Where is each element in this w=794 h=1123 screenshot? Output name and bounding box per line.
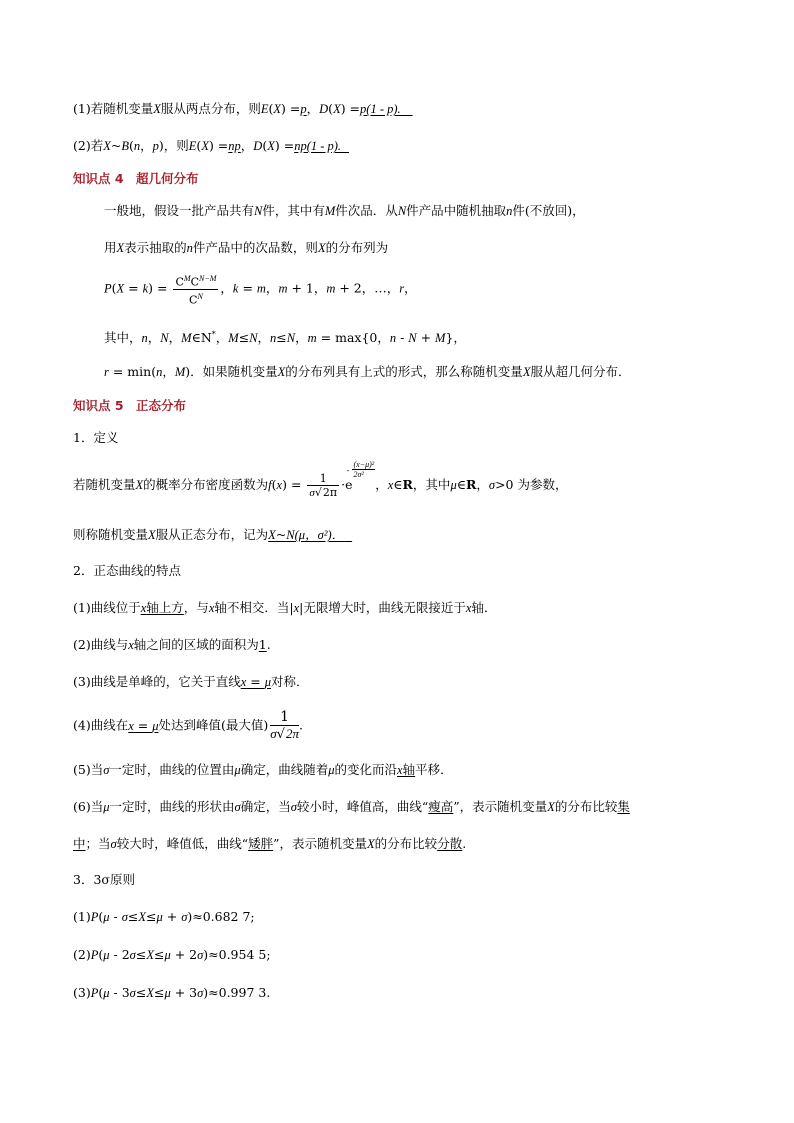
- section-3sigma: 3．3σ原则: [73, 872, 135, 887]
- curve-feature-6-cont: 中；当σ较大时，峰值低，曲线“矮胖”，表示随机变量X的分布比较分散.: [73, 836, 467, 851]
- answer-p: p: [300, 102, 307, 116]
- hypergeom-fraction: $\frac{C^MC^{N-M}}{C^N}$: [175, 274, 217, 307]
- hypergeom-formula: P(X = k) = $\frac{C^MC^{N-M}}{C^N}$ ，k = m，m + 1，m + 2，…，r，: [104, 274, 417, 307]
- density-exponent: - (x−μ)² 2σ²: [346, 460, 375, 479]
- section-curve-features: 2．正态曲线的特点: [73, 563, 181, 578]
- paragraph-hypergeom-1: 一般地，假设一批产品共有N件，其中有M件次品．从N件产品中随机抽取n件(不放回)，: [104, 203, 585, 218]
- answer-np: np: [228, 139, 241, 153]
- rule-3sigma: (3)P(μ - 3σ≤X≤μ + 3σ)≈0.997 3.: [73, 985, 271, 1000]
- answer-np-1-p: np(1 - p).: [294, 139, 342, 153]
- paragraph-hypergeom-3: 其中，n，N，M∈N*，M≤N，n≤N，m = max{0，n - N + M}，: [104, 330, 466, 346]
- binomial-line: (2)若X~B(n，p)，则E(X) =np，D(X) =np(1 - p).: [73, 138, 342, 153]
- rule-2sigma: (2)P(μ - 2σ≤X≤μ + 2σ)≈0.954 5;: [73, 947, 271, 962]
- normal-notation-line: 则称随机变量X服从正态分布，记为X~N(μ，σ²)．: [73, 527, 345, 542]
- curve-feature-1: (1)曲线位于x轴上方，与x轴不相交．当|x|无限增大时，曲线无限接近于x轴．: [73, 600, 497, 615]
- curve-feature-3: (3)曲线是单峰的，它关于直线x = μ对称．: [73, 674, 309, 689]
- rule-1sigma: (1)P(μ - σ≤X≤μ + σ)≈0.682 7;: [73, 909, 255, 924]
- peak-fraction: $\frac{1}{\sigma√2\pi}$: [270, 709, 299, 742]
- density-fraction: $\frac{1}{\sigma√2\pi}$: [309, 471, 338, 499]
- heading-knowledge-4: 知识点 4 超几何分布: [73, 171, 199, 186]
- paragraph-hypergeom-4: r = min(n，M)．如果随机变量X的分布列具有上式的形式，那么称随机变量X服从超几何分布．: [104, 364, 631, 379]
- curve-feature-5: (5)当σ一定时，曲线的位置由μ确定，曲线随着μ的变化而沿x轴平移．: [73, 762, 453, 777]
- curve-feature-2: (2)曲线与x轴之间的区域的面积为1.: [73, 637, 271, 652]
- two-point-line: (1)若随机变量X服从两点分布，则E(X) =p，D(X) =p(1 - p).: [73, 101, 401, 116]
- paragraph-hypergeom-2: 用X表示抽取的n件产品中的次品数，则X的分布列为: [104, 240, 389, 255]
- answer-p-1-p: p(1 - p).: [360, 102, 401, 116]
- heading-knowledge-5: 知识点 5 正态分布: [73, 398, 187, 413]
- curve-feature-6: (6)当μ一定时，曲线的形状由σ确定，当σ较小时，峰值高，曲线“瘦高”，表示随机变量X的分布比较集: [73, 799, 630, 814]
- section-definition: 1．定义: [73, 430, 119, 445]
- normal-density-line: 若随机变量X的概率分布密度函数为f(x) = $\frac{1}{\sigma√2\pi}$ ·e - (x−μ)² 2σ² ，x∈R，其中μ∈R，σ>0 为参数，: [73, 460, 568, 499]
- curve-feature-4: (4)曲线在x = μ处达到峰值(最大值) $\frac{1}{\sigma√2\pi}$ .: [73, 709, 303, 742]
